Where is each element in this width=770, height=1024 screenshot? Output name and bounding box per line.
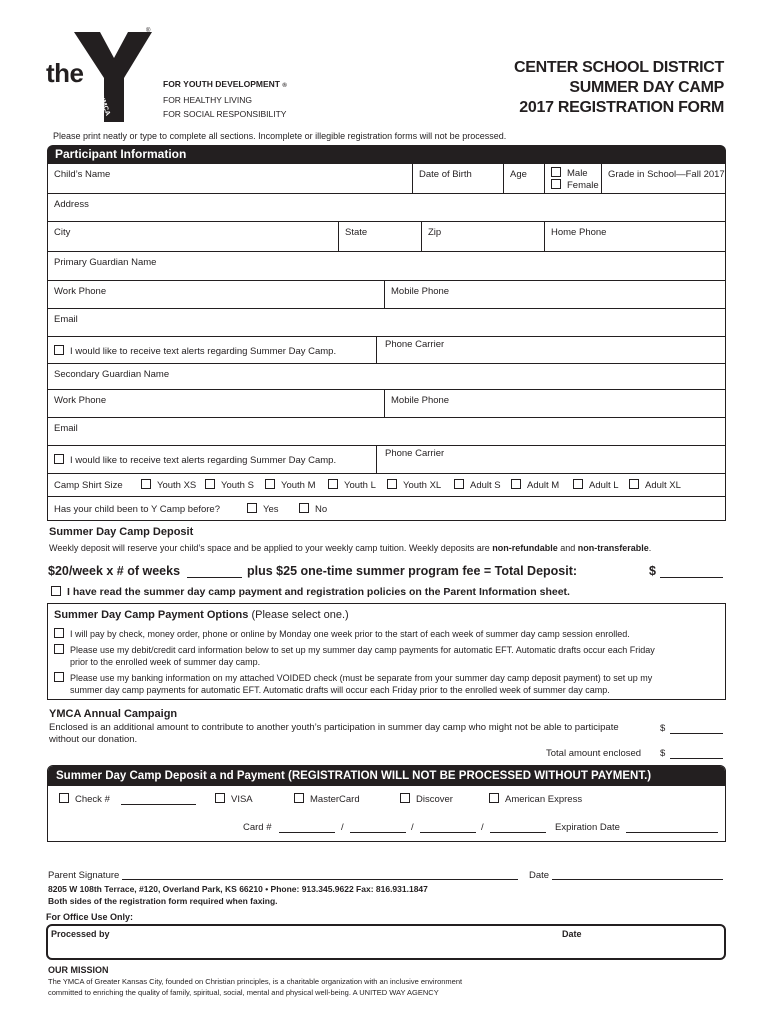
payment-section-title-a: Summer Day Camp Deposit a nd Payment	[56, 770, 285, 782]
amex-checkbox[interactable]	[489, 793, 499, 803]
shirt-option-adult-l[interactable]	[573, 479, 619, 491]
title-line-3: 2017 REGISTRATION FORM	[519, 99, 724, 116]
campaign-text-a: Enclosed is an additional amount to contribute to another youth’s participation in summer day camp who might not be able to participate	[49, 722, 619, 733]
been-before-yes-option[interactable]	[247, 503, 279, 515]
office-use-title: For Office Use Only:	[46, 912, 134, 922]
card-number-line-3[interactable]	[420, 832, 476, 833]
secondary-guardian-field[interactable]	[48, 364, 725, 389]
ymca-y-logo-icon	[74, 28, 154, 124]
female-label: Female	[567, 180, 599, 191]
been-before-yes-checkbox[interactable]	[247, 503, 257, 513]
secondary-email-row	[47, 418, 726, 446]
office-date-label: Date	[562, 929, 582, 939]
address-field[interactable]	[48, 194, 725, 221]
tagline-1-mark: ®	[282, 83, 287, 89]
male-label: Male	[567, 168, 588, 179]
deposit-text-and: and	[557, 543, 578, 553]
payment-option-1[interactable]	[54, 628, 630, 639]
payment-options-note: (Please select one.)	[251, 609, 349, 621]
tagline-2: FOR HEALTHY LIVING	[163, 95, 252, 105]
primary-mobile-phone-field[interactable]	[385, 281, 725, 308]
weeks-input-line[interactable]	[187, 577, 242, 578]
card-number-line-4[interactable]	[490, 832, 546, 833]
payment-option-2-label-b: prior to the enrolled week of summer day camp.	[70, 657, 261, 667]
deposit-text-period: .	[648, 543, 652, 553]
payment-section-header	[48, 766, 725, 786]
total-deposit-input-line[interactable]	[660, 577, 723, 578]
secondary-text-alerts-label: I would like to receive text alerts regarding Summer Day Camp.	[70, 455, 337, 466]
gender-field	[545, 164, 602, 193]
card-number-label: Card #	[243, 822, 272, 833]
primary-phone-carrier-field[interactable]	[377, 337, 725, 363]
city-field[interactable]	[48, 222, 339, 251]
total-enclosed-label: Total amount enclosed	[546, 748, 642, 759]
primary-work-phone-field[interactable]	[48, 281, 385, 308]
deposit-title: Summer Day Camp Deposit	[49, 526, 194, 538]
shirt-option-youth-xs[interactable]	[141, 479, 196, 491]
age-field[interactable]	[504, 164, 545, 193]
mastercard-label: MasterCard	[310, 794, 360, 805]
office-use-box	[46, 924, 726, 960]
male-option[interactable]	[551, 167, 588, 179]
card-number-line-1[interactable]	[279, 832, 335, 833]
payment-options-heading	[54, 609, 349, 621]
secondary-text-alerts-option[interactable]	[54, 454, 336, 466]
childs-name-label: Child’s Name	[54, 169, 111, 180]
discover-checkbox[interactable]	[400, 793, 410, 803]
amex-option[interactable]	[489, 793, 582, 805]
signature-date-label: Date	[529, 870, 550, 881]
secondary-alerts-cell	[48, 446, 377, 473]
card-slash-2: /	[411, 822, 414, 833]
deposit-formula-b: plus $25 one-time summer program fee = Total Deposit:	[247, 564, 578, 578]
card-slash-3: /	[481, 822, 484, 833]
secondary-email-label: Email	[54, 423, 78, 434]
registered-mark: ®	[146, 28, 151, 34]
tagline-block	[163, 77, 287, 121]
shirt-youth-xl-label: Youth XL	[403, 480, 442, 491]
been-before-no-option[interactable]	[299, 503, 327, 515]
shirt-adult-l-checkbox[interactable]	[573, 479, 583, 489]
state-label: State	[345, 227, 368, 238]
shirt-youth-xs-label: Youth XS	[157, 480, 197, 491]
primary-email-row	[47, 309, 726, 337]
secondary-mobile-phone-label: Mobile Phone	[391, 395, 450, 406]
instructions-text: Please print neatly or type to complete all sections. Incomplete or illegible registration forms will not be processed.	[53, 131, 507, 141]
childs-info-row	[47, 164, 726, 194]
home-phone-field[interactable]	[545, 222, 725, 251]
mission-text-b: committed to enriching the quality of family, spiritual, social, mental and physical well-being. A UNITED WAY AGENCY	[48, 988, 439, 997]
primary-phones-row	[47, 281, 726, 309]
payment-section-title-b: (REGISTRATION WILL NOT BE PROCESSED WITHOUT PAYMENT.)	[288, 770, 652, 782]
male-checkbox[interactable]	[551, 167, 561, 177]
text-alerts-label: I would like to receive text alerts regarding Summer Day Camp.	[70, 346, 337, 357]
payment-option-2[interactable]	[54, 644, 655, 668]
campaign-text	[49, 722, 619, 746]
payment-option-1-label: I will pay by check, money order, phone or online by Monday one week prior to the start of each week of summer day camp session enrolled.	[70, 629, 630, 639]
email-label: Email	[54, 314, 78, 325]
been-before-label: Has your child been to Y Camp before?	[54, 504, 220, 515]
shirt-youth-s-checkbox[interactable]	[205, 479, 215, 489]
secondary-alerts-row	[47, 446, 726, 474]
phone-carrier-label: Phone Carrier	[385, 339, 445, 350]
shirt-youth-s-label: Youth S	[221, 480, 254, 491]
deposit-formula-a: $20/week x # of weeks	[48, 564, 181, 578]
title-line-2: SUMMER DAY CAMP	[569, 79, 724, 96]
address-label: Address	[54, 199, 89, 210]
total-enclosed-dollar: $	[660, 748, 666, 759]
grade-label: Grade in School—Fall 2017	[608, 169, 725, 180]
childs-name-field[interactable]	[48, 164, 413, 193]
primary-alerts-cell	[48, 337, 377, 363]
secondary-phone-carrier-label: Phone Carrier	[385, 448, 445, 459]
discover-option[interactable]	[400, 793, 453, 805]
visa-checkbox[interactable]	[215, 793, 225, 803]
secondary-work-phone-field[interactable]	[48, 390, 385, 417]
shirt-option-adult-m[interactable]	[511, 479, 559, 491]
ymca-address: 8205 W 108th Terrace, #120, Overland Park, KS 66210 • Phone: 913.345.9622 Fax: 816.931.1847	[48, 884, 428, 894]
payment-option-3-checkbox[interactable]	[54, 672, 64, 682]
tagline-3: FOR SOCIAL RESPONSIBILITY	[163, 109, 287, 119]
mastercard-option[interactable]	[294, 793, 360, 805]
yes-label: Yes	[263, 504, 279, 515]
shirt-youth-l-label: Youth L	[344, 480, 376, 491]
campaign-dollar: $	[660, 723, 666, 734]
check-label: Check #	[75, 794, 110, 805]
deposit-non-refundable: non-refundable	[492, 543, 558, 553]
check-option[interactable]	[59, 793, 110, 805]
mobile-phone-label: Mobile Phone	[391, 286, 450, 297]
mission-title: OUR MISSION	[48, 965, 109, 975]
payment-options-box	[47, 603, 726, 700]
shirt-option-youth-m[interactable]	[265, 479, 316, 491]
home-phone-label: Home Phone	[551, 227, 607, 238]
expiration-line[interactable]	[626, 832, 718, 833]
no-label: No	[315, 504, 328, 515]
been-before-row	[47, 497, 726, 521]
shirt-option-youth-xl[interactable]	[387, 479, 441, 491]
grade-field[interactable]	[602, 164, 725, 193]
work-phone-label: Work Phone	[54, 286, 107, 297]
payment-option-3-label-b: summer day camp payments for automatic EFT. Automatic drafts will occur each Friday prior to the enrolled week of summer day camp.	[70, 685, 610, 695]
primary-email-field[interactable]	[48, 309, 725, 336]
shirt-adult-xl-checkbox[interactable]	[629, 479, 639, 489]
shirt-option-adult-xl[interactable]	[629, 479, 681, 491]
deposit-text	[49, 543, 651, 553]
primary-guardian-row	[47, 252, 726, 281]
shirt-youth-l-checkbox[interactable]	[328, 479, 338, 489]
shirt-option-youth-l[interactable]	[328, 479, 376, 491]
campaign-text-b: without our donation.	[49, 734, 138, 745]
payment-section	[47, 765, 726, 842]
shirt-adult-s-checkbox[interactable]	[454, 479, 464, 489]
secondary-mobile-phone-field[interactable]	[385, 390, 725, 417]
participant-section-header	[47, 145, 726, 164]
shirt-adult-m-checkbox[interactable]	[511, 479, 521, 489]
check-checkbox[interactable]	[59, 793, 69, 803]
check-number-line[interactable]	[121, 804, 196, 805]
secondary-guardian-label: Secondary Guardian Name	[54, 369, 170, 380]
campaign-amount-line[interactable]	[670, 733, 723, 734]
secondary-text-alerts-checkbox[interactable]	[54, 454, 64, 464]
been-before-no-checkbox[interactable]	[299, 503, 309, 513]
logo-the-text: the	[46, 58, 84, 88]
processed-by-label: Processed by	[51, 929, 110, 939]
state-field[interactable]	[339, 222, 422, 251]
tagline-1: FOR YOUTH DEVELOPMENT	[163, 79, 280, 89]
secondary-guardian-row	[47, 364, 726, 390]
payment-options-title: Summer Day Camp Payment Options	[54, 609, 249, 621]
secondary-email-field[interactable]	[48, 418, 725, 445]
shirt-youth-xs-checkbox[interactable]	[141, 479, 151, 489]
date-of-birth-label: Date of Birth	[419, 169, 472, 180]
payment-option-1-checkbox[interactable]	[54, 628, 64, 638]
title-line-1: CENTER SCHOOL DISTRICT	[513, 59, 724, 76]
mission-text-a: The YMCA of Greater Kansas City, founded on Christian principles, is a charitable organization with an inclusive environment	[48, 977, 463, 986]
zip-field[interactable]	[422, 222, 545, 251]
secondary-work-phone-label: Work Phone	[54, 395, 107, 406]
shirt-adult-m-label: Adult M	[527, 480, 560, 491]
primary-guardian-label: Primary Guardian Name	[54, 257, 157, 268]
payment-option-3[interactable]	[54, 672, 652, 696]
campaign-title: YMCA Annual Campaign	[49, 708, 178, 720]
fax-note: Both sides of the registration form required when faxing.	[48, 896, 278, 906]
age-label: Age	[510, 169, 527, 180]
parent-signature-label: Parent Signature	[48, 870, 120, 881]
female-option[interactable]	[551, 179, 599, 191]
city-label: City	[54, 227, 71, 238]
shirt-size-row	[47, 474, 726, 497]
card-number-line-2[interactable]	[350, 832, 406, 833]
total-deposit-dollar: $	[649, 564, 656, 578]
form-title	[514, 58, 724, 118]
shirt-youth-m-label: Youth M	[281, 480, 316, 491]
date-of-birth-field[interactable]	[413, 164, 504, 193]
deposit-non-transferable: non-transferable	[577, 543, 649, 553]
shirt-adult-s-label: Adult S	[470, 480, 501, 491]
shirt-youth-m-checkbox[interactable]	[265, 479, 275, 489]
primary-alerts-row	[47, 337, 726, 364]
city-row	[47, 222, 726, 252]
amex-label: American Express	[505, 794, 583, 805]
mastercard-checkbox[interactable]	[294, 793, 304, 803]
total-enclosed-line[interactable]	[670, 758, 723, 759]
address-row	[47, 194, 726, 222]
read-policies-label: I have read the summer day camp payment and registration policies on the Parent Information sheet.	[67, 586, 570, 598]
zip-label: Zip	[428, 227, 442, 238]
expiration-label: Expiration Date	[555, 822, 620, 833]
primary-text-alerts-option[interactable]	[54, 345, 336, 357]
payment-option-2-checkbox[interactable]	[54, 644, 64, 654]
shirt-option-youth-s[interactable]	[205, 479, 254, 491]
mission-text	[48, 976, 462, 998]
shirt-option-adult-s[interactable]	[454, 479, 501, 491]
female-checkbox[interactable]	[551, 179, 561, 189]
logo-ymca-text: YMCA	[97, 95, 112, 117]
payment-option-2-label-a: Please use my debit/credit card information below to set up my summer day camp payments for automatic EFT. Automatic drafts occur each Friday	[70, 645, 655, 655]
visa-option[interactable]	[215, 793, 253, 805]
parent-signature-line[interactable]	[122, 879, 518, 880]
discover-label: Discover	[416, 794, 453, 805]
primary-text-alerts-checkbox[interactable]	[54, 345, 64, 355]
shirt-adult-l-label: Adult L	[589, 480, 619, 491]
secondary-phone-carrier-field[interactable]	[377, 446, 725, 473]
primary-guardian-field[interactable]	[48, 252, 725, 280]
deposit-text-a: Weekly deposit will reserve your child’s space and be applied to your weekly camp tuition. Weekly deposits are	[49, 543, 493, 553]
secondary-phones-row	[47, 390, 726, 418]
visa-label: VISA	[231, 794, 253, 805]
shirt-adult-xl-label: Adult XL	[645, 480, 681, 491]
participant-section-title: Participant Information	[55, 147, 187, 161]
shirt-size-label: Camp Shirt Size	[54, 480, 123, 491]
card-slash-1: /	[341, 822, 344, 833]
signature-date-line[interactable]	[552, 879, 723, 880]
shirt-youth-xl-checkbox[interactable]	[387, 479, 397, 489]
read-policies-option[interactable]	[51, 586, 570, 598]
payment-option-3-label-a: Please use my banking information on my attached VOIDED check (must be separate from your summer day camp deposit payment) to set up my	[70, 673, 653, 683]
read-policies-checkbox[interactable]	[51, 586, 61, 596]
